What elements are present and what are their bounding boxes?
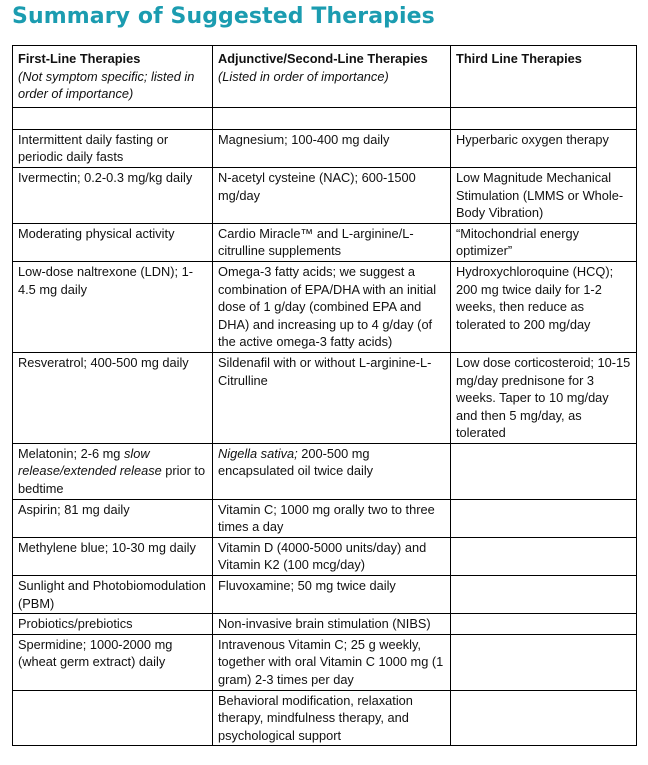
- header-title: Adjunctive/Second-Line Therapies: [218, 51, 428, 66]
- first-line-cell: Aspirin; 81 mg daily: [13, 499, 213, 537]
- first-line-cell: Low-dose naltrexone (LDN); 1-4.5 mg daily: [13, 261, 213, 352]
- header-cell-second-line: [213, 46, 451, 108]
- first-line-cell: Sunlight and Photobiomodulation (PBM): [13, 576, 213, 614]
- first-line-cell: [13, 443, 213, 499]
- first-line-cell: Resveratrol; 400-500 mg daily: [13, 352, 213, 443]
- text-run: Melatonin; 2-6 mg: [18, 445, 124, 461]
- table-row: [13, 690, 637, 746]
- header-title: First-Line Therapies: [18, 51, 141, 66]
- third-line-cell: Hyperbaric oxygen therapy: [451, 129, 637, 167]
- first-line-cell: Methylene blue; 10-30 mg daily: [13, 537, 213, 575]
- table-row: [13, 129, 637, 167]
- third-line-cell: Low dose corticosteroid; 10-15 mg/day prednisone for 3 weeks. Taper to 10 mg/day and then 5 mg/day, as tolerated: [451, 352, 637, 443]
- first-line-cell: Ivermectin; 0.2-0.3 mg/kg daily: [13, 167, 213, 223]
- table-row: [13, 499, 637, 537]
- second-line-cell: Intravenous Vitamin C; 25 g weekly, together with oral Vitamin C 1000 mg (1 gram) 2-3 times per day: [213, 634, 451, 690]
- second-line-cell: Vitamin D (4000-5000 units/day) and Vitamin K2 (100 mcg/day): [213, 537, 451, 575]
- third-line-cell: [451, 443, 637, 499]
- table-row: [13, 614, 637, 635]
- third-line-cell: [451, 499, 637, 537]
- second-line-cell: Sildenafil with or without L-arginine-L-Citrulline: [213, 352, 451, 443]
- second-line-cell: Magnesium; 100-400 mg daily: [213, 129, 451, 167]
- third-line-cell: “Mitochondrial energy optimizer”: [451, 223, 637, 261]
- first-line-cell: [13, 690, 213, 746]
- table-row: [13, 352, 637, 443]
- second-line-cell: Omega-3 fatty acids; we suggest a combination of EPA/DHA with an initial dose of 1 g/day (combined EPA and DHA) and increasing up to 4 g/day (of the active omega-3 fatty acids): [213, 261, 451, 352]
- first-line-cell: Spermidine; 1000-2000 mg (wheat germ extract) daily: [13, 634, 213, 690]
- header-title: Third Line Therapies: [456, 51, 582, 66]
- second-line-cell: Non-invasive brain stimulation (NIBS): [213, 614, 451, 635]
- italic-text-run: slow release/extended release: [18, 445, 162, 479]
- third-line-cell: [451, 614, 637, 635]
- therapies-table: [12, 45, 637, 746]
- third-line-cell: Hydroxychloroquine (HCQ); 200 mg twice daily for 1-2 weeks, then reduce as tolerated to 200 mg/day: [451, 261, 637, 352]
- table-header-row: [13, 46, 637, 108]
- second-line-cell: Behavioral modification, relaxation therapy, mindfulness therapy, and psychological support: [213, 690, 451, 746]
- italic-text-run: Nigella sativa;: [218, 445, 298, 461]
- table-row: [13, 576, 637, 614]
- table-row: [13, 537, 637, 575]
- header-cell-first-line: [13, 46, 213, 108]
- second-line-cell: Fluvoxamine; 50 mg twice daily: [213, 576, 451, 614]
- first-line-cell: Probiotics/prebiotics: [13, 614, 213, 635]
- first-line-cell: Moderating physical activity: [13, 223, 213, 261]
- third-line-cell: [451, 634, 637, 690]
- third-line-cell: Low Magnitude Mechanical Stimulation (LMMS or Whole-Body Vibration): [451, 167, 637, 223]
- table-row: [13, 261, 637, 352]
- text-run: prior to bedtime: [18, 463, 206, 497]
- table-row: [13, 634, 637, 690]
- third-line-cell: [451, 537, 637, 575]
- second-line-cell: [213, 443, 451, 499]
- header-cell-third-line: [451, 46, 637, 108]
- third-line-cell: [451, 576, 637, 614]
- third-line-cell: [451, 690, 637, 746]
- header-note: (Not symptom specific; listed in order of importance): [18, 68, 195, 102]
- text-run: 200-500 mg encapsulated oil twice daily: [218, 445, 374, 479]
- second-line-cell: Cardio Miracle™ and L-arginine/L-citrulline supplements: [213, 223, 451, 261]
- second-line-cell: N-acetyl cysteine (NAC); 600-1500 mg/day: [213, 167, 451, 223]
- second-line-cell: Vitamin C; 1000 mg orally two to three times a day: [213, 499, 451, 537]
- table-row: [13, 223, 637, 261]
- first-line-cell: Intermittent daily fasting or periodic daily fasts: [13, 129, 213, 167]
- page-title: Summary of Suggested Therapies: [12, 4, 435, 29]
- header-note: (Listed in order of importance): [218, 68, 389, 84]
- table-row: [13, 167, 637, 223]
- table-row: [13, 443, 637, 499]
